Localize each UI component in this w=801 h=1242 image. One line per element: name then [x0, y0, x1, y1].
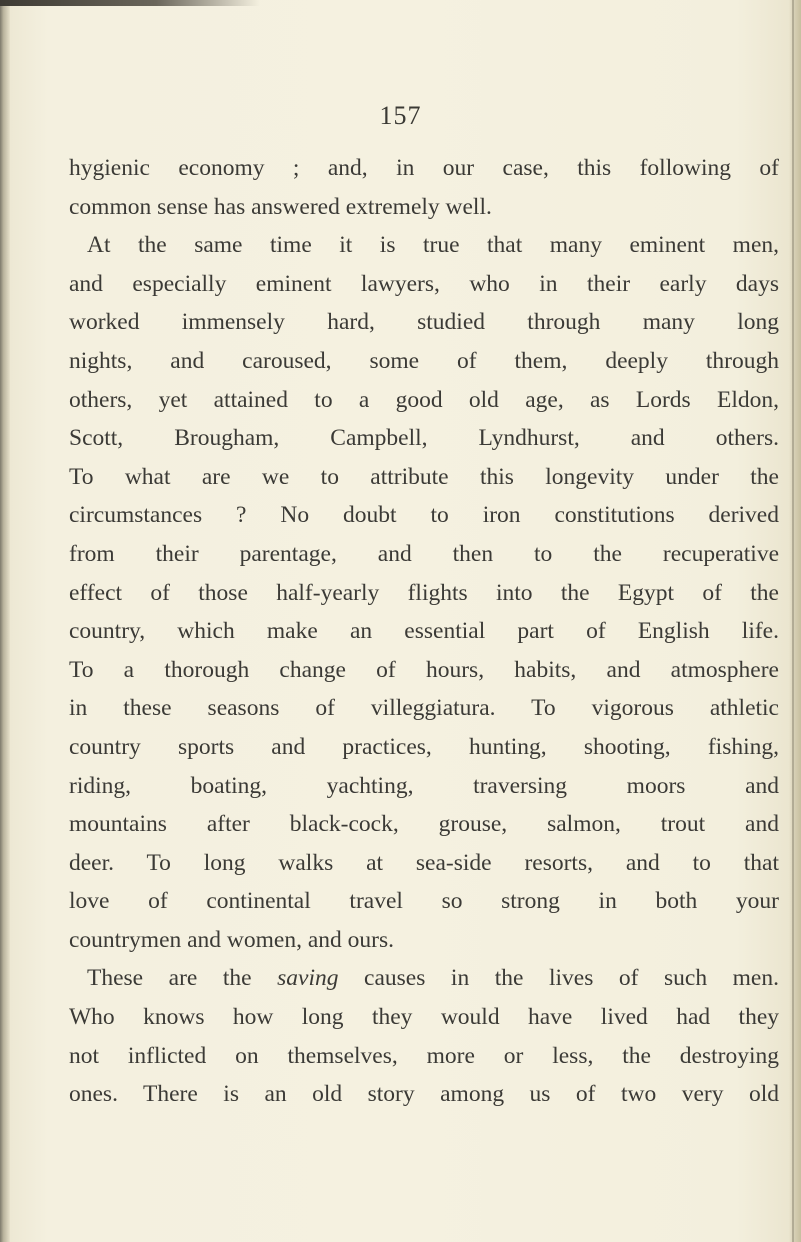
text-line: worked immensely hard, studied through many long — [69, 309, 779, 336]
italic-word: saving — [277, 965, 339, 992]
text-line: others, yet attained to a good old age, as Lords Eldon, — [69, 386, 779, 413]
text-line: riding, boating, yachting, traversing moors and — [69, 772, 779, 799]
page-right-edge — [789, 0, 801, 1242]
text-line: in these seasons of villeggiatura. To vigorous athletic — [69, 695, 779, 722]
text-line: circumstances ? No doubt to iron constitutions derived — [69, 502, 779, 529]
top-edge-shadow — [0, 0, 260, 6]
text-line: country sports and practices, hunting, shooting, fishing, — [69, 733, 779, 760]
text-line: At the same time it is true that many eminent men, — [87, 232, 779, 259]
text-line: from their parentage, and then to the recuperative — [69, 540, 779, 567]
text-line: and especially eminent lawyers, who in their early days — [69, 270, 779, 297]
text-line: love of continental travel so strong in both your — [69, 888, 779, 915]
text-line: ones. There is an old story among us of two very old — [69, 1081, 779, 1108]
text-line-with-italic — [69, 959, 779, 998]
body-text — [69, 149, 779, 1114]
text-line: not inflicted on themselves, more or less, the destroying — [69, 1042, 779, 1069]
text-line: nights, and caroused, some of them, deeply through — [69, 347, 779, 374]
text-line: country, which make an essential part of English life. — [69, 618, 779, 645]
text-line: countrymen and women, and ours. — [69, 926, 395, 953]
text-fragment: These are the — [87, 965, 252, 992]
text-line: effect of those half-yearly flights into the Egypt of the — [69, 579, 779, 606]
text-line: common sense has answered extremely well. — [69, 193, 492, 220]
text-line: Who knows how long they would have lived had they — [69, 1004, 779, 1031]
page-left-edge — [0, 0, 10, 1242]
text-line: Scott, Brougham, Campbell, Lyndhurst, and others. — [69, 425, 779, 452]
page-right-fold-line — [792, 0, 794, 1242]
page-number: 157 — [379, 101, 422, 130]
text-line: To what are we to attribute this longevity under the — [69, 463, 779, 490]
text-line: hygienic economy ; and, in our case, this following of — [69, 155, 779, 181]
text-line: mountains after black-cock, grouse, salmon, trout and — [69, 811, 779, 838]
text-line: To a thorough change of hours, habits, and atmosphere — [69, 656, 779, 683]
text-line: deer. To long walks at sea-side resorts, and to that — [69, 849, 779, 876]
text-fragment: causes in the lives of such men. — [364, 965, 779, 992]
